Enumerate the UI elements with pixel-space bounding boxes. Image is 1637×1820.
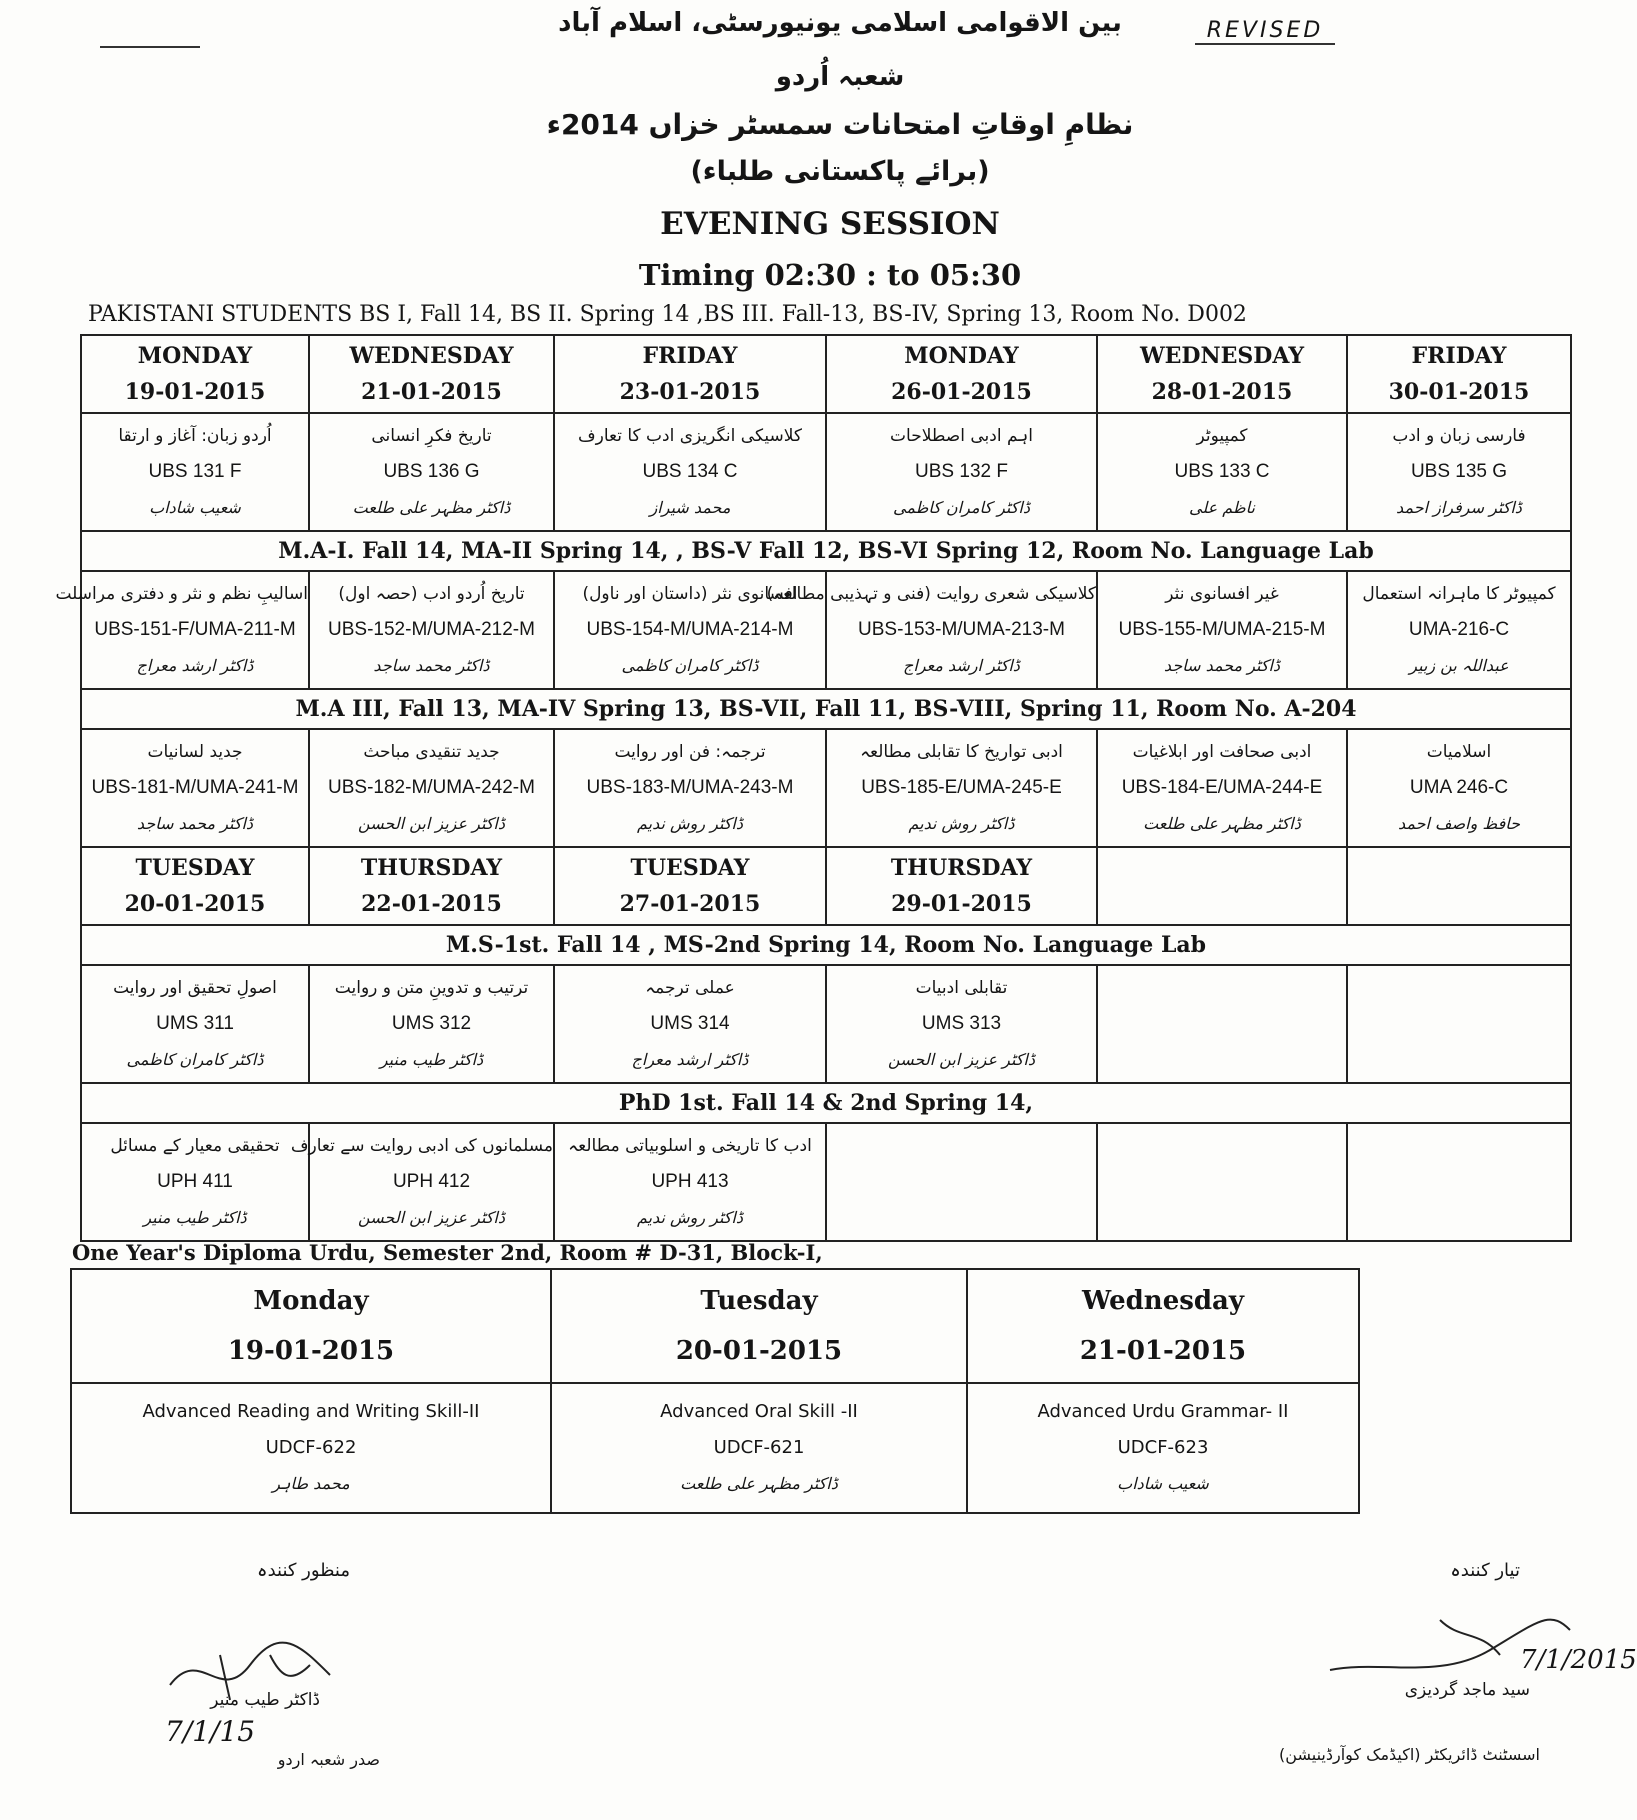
subject-row xyxy=(71,1383,1359,1513)
subject-cell: ترتیب و تدوینِ متن و روایت UMS 312 ڈاکٹر طیب منیر xyxy=(309,965,554,1083)
audience-line: (برائے پاکستانی طلباء) xyxy=(690,156,990,187)
subject-cell: اصولِ تحقیق اور روایت UMS 311 ڈاکٹر کامران کاظمی xyxy=(81,965,309,1083)
day-header: THURSDAY 29-01-2015 xyxy=(826,847,1097,925)
subject-cell: افسانوی نثر (داستان اور ناول) UBS-154-M/UMA-214-M ڈاکٹر کامران کاظمی xyxy=(554,571,826,689)
days-row xyxy=(71,1269,1359,1383)
preparer-date: 7/1/2015 xyxy=(1520,1645,1637,1675)
section-label: M.S-1st. Fall 14 , MS-2nd Spring 14, Room No. Language Lab xyxy=(81,925,1571,965)
diploma-label: One Year's Diploma Urdu, Semester 2nd, Room # D-31, Block-I, xyxy=(72,1240,823,1265)
approved-by-title: منظور کنندہ xyxy=(257,1560,350,1581)
subject-cell: کلاسیکی انگریزی ادب کا تعارف UBS 134 C محمد شیراز xyxy=(554,413,826,531)
day-header: MONDAY 26-01-2015 xyxy=(826,335,1097,413)
subject-row xyxy=(81,1123,1571,1241)
empty-cell xyxy=(1097,847,1347,925)
day-header: FRIDAY 30-01-2015 xyxy=(1347,335,1571,413)
approver-name: ڈاکٹر طیب منیر xyxy=(210,1690,320,1710)
pen-mark xyxy=(100,46,200,48)
revised-stamp: REVISED xyxy=(1195,18,1335,45)
subject-row xyxy=(81,965,1571,1083)
empty-cell xyxy=(1347,1123,1571,1241)
subject-cell: ترجمہ: فن اور روایت UBS-183-M/UMA-243-M ڈاکٹر روش ندیم xyxy=(554,729,826,847)
subject-cell: اہم ادبی اصطلاحات UBS 132 F ڈاکٹر کامران کاظمی xyxy=(826,413,1097,531)
section-row xyxy=(81,925,1571,965)
timing-line: Timing 02:30 : to 05:30 xyxy=(638,258,1022,292)
subject-cell: فارسی زبان و ادب UBS 135 G ڈاکٹر سرفراز احمد xyxy=(1347,413,1571,531)
days-row xyxy=(81,847,1571,925)
subject-cell: Advanced Reading and Writing Skill-II UDCF-622 محمد طاہر xyxy=(71,1383,551,1513)
day-header: Monday 19-01-2015 xyxy=(71,1269,551,1383)
group-line-pakistani: PAKISTANI STUDENTS BS I, Fall 14, BS II. Spring 14 ,BS III. Fall-13, BS-IV, Spring 13, Room No. D002 xyxy=(88,302,1247,327)
subject-cell: کلاسیکی شعری روایت (فنی و تہذیبی مطالعہ) UBS-153-M/UMA-213-M ڈاکٹر ارشد معراج xyxy=(826,571,1097,689)
day-header: THURSDAY 22-01-2015 xyxy=(309,847,554,925)
session-title: EVENING SESSION xyxy=(660,206,1000,242)
subject-cell: اُردو زبان: آغاز و ارتقا UBS 131 F شعیب شاداب xyxy=(81,413,309,531)
section-row xyxy=(81,531,1571,571)
university-name: بین الاقوامی اسلامی یونیورسٹی، اسلام آباد xyxy=(558,8,1122,38)
schedule-title: نظامِ اوقاتِ امتحانات سمسٹر خزاں 2014ء xyxy=(546,108,1134,141)
day-header: Tuesday 20-01-2015 xyxy=(551,1269,967,1383)
subject-row xyxy=(81,571,1571,689)
approver-role: صدر شعبہ اردو xyxy=(277,1750,380,1769)
diploma-table xyxy=(70,1268,1360,1514)
day-header: TUESDAY 20-01-2015 xyxy=(81,847,309,925)
subject-row xyxy=(81,413,1571,531)
day-header: Wednesday 21-01-2015 xyxy=(967,1269,1359,1383)
section-label: PhD 1st. Fall 14 & 2nd Spring 14, xyxy=(81,1083,1571,1123)
subject-cell: عملی ترجمہ UMS 314 ڈاکٹر ارشد معراج xyxy=(554,965,826,1083)
subject-cell: کمپیوٹر کا ماہرانہ استعمال UMA-216-C عبداللہ بن زبیر xyxy=(1347,571,1571,689)
subject-cell: اسالیبِ نظم و نثر و دفتری مراسلت UBS-151-F/UMA-211-M ڈاکٹر ارشد معراج xyxy=(81,571,309,689)
day-header: WEDNESDAY 28-01-2015 xyxy=(1097,335,1347,413)
empty-cell xyxy=(1097,1123,1347,1241)
subject-cell: جدید تنقیدی مباحث UBS-182-M/UMA-242-M ڈاکٹر عزیز ابن الحسن xyxy=(309,729,554,847)
day-header: MONDAY 19-01-2015 xyxy=(81,335,309,413)
prepared-by-title: تیار کنندہ xyxy=(1450,1560,1520,1581)
subject-cell: تاریخ فکرِ انسانی UBS 136 G ڈاکٹر مظہر علی طلعت xyxy=(309,413,554,531)
subject-cell: ادبی تواریخ کا تقابلی مطالعہ UBS-185-E/UMA-245-E ڈاکٹر روش ندیم xyxy=(826,729,1097,847)
subject-cell: تقابلی ادبیات UMS 313 ڈاکٹر عزیز ابن الحسن xyxy=(826,965,1097,1083)
empty-cell xyxy=(1097,965,1347,1083)
days-row xyxy=(81,335,1571,413)
subject-cell: Advanced Oral Skill -II UDCF-621 ڈاکٹر مظہر علی طلعت xyxy=(551,1383,967,1513)
subject-cell: جدید لسانیات UBS-181-M/UMA-241-M ڈاکٹر محمد ساجد xyxy=(81,729,309,847)
section-label: M.A III, Fall 13, MA-IV Spring 13, BS-VII, Fall 11, BS-VIII, Spring 11, Room No. A-204 xyxy=(81,689,1571,729)
subject-cell: تحقیقی معیار کے مسائل UPH 411 ڈاکٹر طیب منیر xyxy=(81,1123,309,1241)
section-row xyxy=(81,689,1571,729)
subject-cell: کمپیوٹر UBS 133 C ناظم علی xyxy=(1097,413,1347,531)
empty-cell xyxy=(826,1123,1097,1241)
subject-row xyxy=(81,729,1571,847)
section-row xyxy=(81,1083,1571,1123)
subject-cell: ادب کا تاریخی و اسلوبیاتی مطالعہ UPH 413 ڈاکٹر روش ندیم xyxy=(554,1123,826,1241)
subject-cell: اسلامیات UMA 246-C حافظ واصف احمد xyxy=(1347,729,1571,847)
day-header: WEDNESDAY 21-01-2015 xyxy=(309,335,554,413)
empty-cell xyxy=(1347,847,1571,925)
department-name: شعبہ اُردو xyxy=(775,62,905,92)
timetable xyxy=(55,334,1572,1242)
subject-cell: ادبی صحافت اور ابلاغیات UBS-184-E/UMA-244-E ڈاکٹر مظہر علی طلعت xyxy=(1097,729,1347,847)
day-header: TUESDAY 27-01-2015 xyxy=(554,847,826,925)
subject-cell: تاریخ اُردو ادب (حصہ اول) UBS-152-M/UMA-212-M ڈاکٹر محمد ساجد xyxy=(309,571,554,689)
approver-date: 7/1/15 xyxy=(165,1715,256,1748)
day-header: FRIDAY 23-01-2015 xyxy=(554,335,826,413)
subject-cell: غیر افسانوی نثر UBS-155-M/UMA-215-M ڈاکٹر محمد ساجد xyxy=(1097,571,1347,689)
subject-cell: Advanced Urdu Grammar- II UDCF-623 شعیب شاداب xyxy=(967,1383,1359,1513)
empty-cell xyxy=(1347,965,1571,1083)
preparer-name: سید ماجد گردیزی xyxy=(1404,1680,1530,1700)
subject-cell: مسلمانوں کی ادبی روایت سے تعارف UPH 412 ڈاکٹر عزیز ابن الحسن xyxy=(309,1123,554,1241)
preparer-role: اسسٹنٹ ڈائریکٹر (اکیڈمک کوآرڈینیشن) xyxy=(1279,1745,1540,1764)
section-label: M.A-I. Fall 14, MA-II Spring 14, , BS-V Fall 12, BS-VI Spring 12, Room No. Language Lab xyxy=(81,531,1571,571)
